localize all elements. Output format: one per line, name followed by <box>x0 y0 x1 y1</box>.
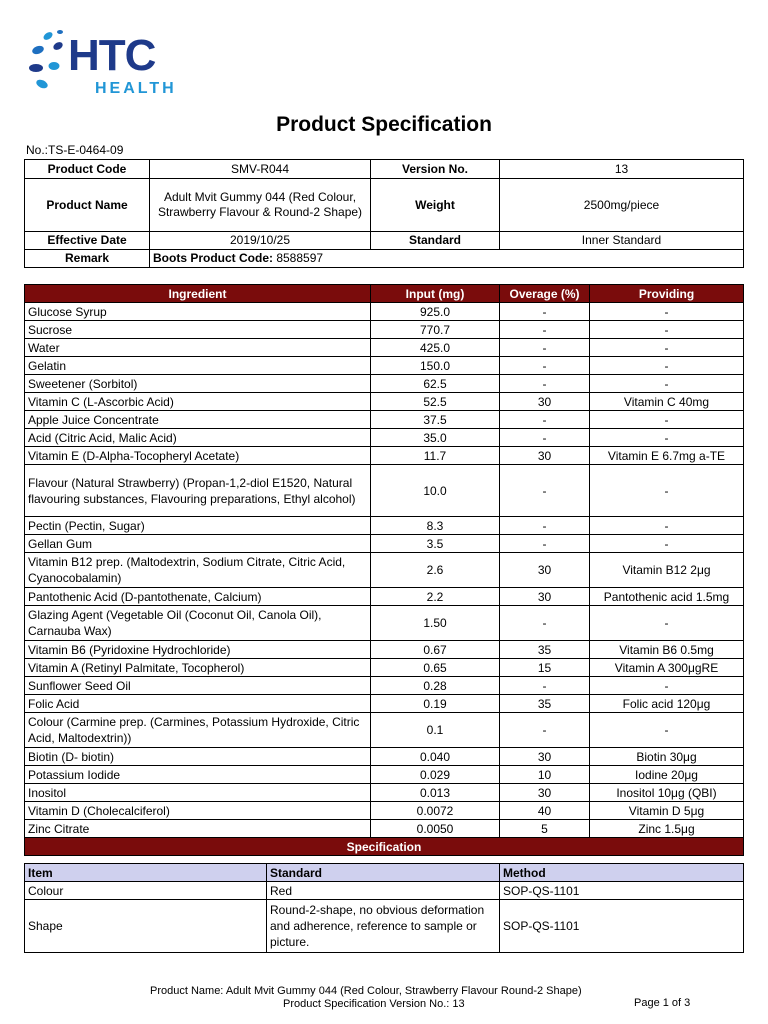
spec-method: SOP-QS-1101 <box>500 882 744 900</box>
ingredient-row <box>25 517 744 535</box>
product-info-table <box>24 159 744 268</box>
product-name-value: Adult Mvit Gummy 044 (Red Colour, Strawberry Flavour & Round-2 Shape) <box>150 179 371 232</box>
header-method: Method <box>500 864 744 882</box>
specification-table <box>24 863 744 953</box>
ingredient-overage: 5 <box>500 820 590 838</box>
ingredient-name: Flavour (Natural Strawberry) (Propan-1,2-diol E1520, Natural flavouring substances, Flavouring preparations, Ethyl alcohol) <box>25 465 371 517</box>
ingredient-input: 37.5 <box>371 411 500 429</box>
ingredient-overage: - <box>500 606 590 641</box>
product-code-value: SMV-R044 <box>150 160 371 179</box>
ingredient-row <box>25 766 744 784</box>
ingredient-providing: - <box>590 517 744 535</box>
version-value: 13 <box>500 160 744 179</box>
ingredient-row <box>25 465 744 517</box>
logo-subtitle: HEALTH <box>95 80 177 97</box>
ingredients-table <box>24 284 744 856</box>
ingredient-row <box>25 713 744 748</box>
ingredient-overage: - <box>500 339 590 357</box>
ingredient-providing: Folic acid 120μg <box>590 695 744 713</box>
ingredient-providing: - <box>590 429 744 447</box>
ingredients-header-row <box>25 285 744 303</box>
header-ingredient: Ingredient <box>25 285 371 303</box>
remark-value-cell <box>150 250 744 268</box>
specification-section-row <box>25 838 744 856</box>
ingredient-row <box>25 429 744 447</box>
ingredient-name: Glucose Syrup <box>25 303 371 321</box>
ingredient-providing: Pantothenic acid 1.5mg <box>590 588 744 606</box>
header-overage: Overage (%) <box>500 285 590 303</box>
ingredient-name: Pectin (Pectin, Sugar) <box>25 517 371 535</box>
ingredient-row <box>25 321 744 339</box>
ingredient-name: Sucrose <box>25 321 371 339</box>
ingredient-providing: - <box>590 606 744 641</box>
ingredient-input: 0.0050 <box>371 820 500 838</box>
ingredient-name: Colour (Carmine prep. (Carmines, Potassium Hydroxide, Citric Acid, Maltodextrin)) <box>25 713 371 748</box>
ingredient-overage: - <box>500 321 590 339</box>
ingredient-input: 8.3 <box>371 517 500 535</box>
ingredient-overage: 10 <box>500 766 590 784</box>
header-input: Input (mg) <box>371 285 500 303</box>
ingredient-providing: - <box>590 339 744 357</box>
ingredient-providing: Inositol 10μg (QBI) <box>590 784 744 802</box>
spec-method: SOP-QS-1101 <box>500 900 744 953</box>
footer-page-number: Page 1 of 3 <box>634 997 691 1009</box>
footer-product-name: Product Name: Adult Mvit Gummy 044 (Red Colour, Strawberry Flavour Round-2 Shape) <box>150 985 582 997</box>
ingredient-providing: - <box>590 411 744 429</box>
specification-body <box>25 882 744 953</box>
ingredient-input: 425.0 <box>371 339 500 357</box>
ingredient-providing: Vitamin A 300μgRE <box>590 659 744 677</box>
version-label: Version No. <box>371 160 500 179</box>
product-code-label: Product Code <box>25 160 150 179</box>
info-row <box>25 232 744 250</box>
ingredient-providing: - <box>590 677 744 695</box>
ingredient-name: Vitamin B6 (Pyridoxine Hydrochloride) <box>25 641 371 659</box>
ingredient-providing: - <box>590 713 744 748</box>
ingredient-name: Water <box>25 339 371 357</box>
effective-date-value: 2019/10/25 <box>150 232 371 250</box>
header-standard: Standard <box>267 864 500 882</box>
ingredient-overage: - <box>500 713 590 748</box>
specification-row <box>25 900 744 953</box>
ingredient-input: 0.1 <box>371 713 500 748</box>
spec-item: Colour <box>25 882 267 900</box>
header-item: Item <box>25 864 267 882</box>
weight-value: 2500mg/piece <box>500 179 744 232</box>
ingredient-overage: 30 <box>500 748 590 766</box>
ingredient-providing: Iodine 20μg <box>590 766 744 784</box>
ingredient-overage: - <box>500 411 590 429</box>
ingredient-name: Gelatin <box>25 357 371 375</box>
ingredient-input: 2.2 <box>371 588 500 606</box>
ingredient-overage: - <box>500 535 590 553</box>
ingredient-row <box>25 393 744 411</box>
ingredient-input: 0.0072 <box>371 802 500 820</box>
ingredient-input: 11.7 <box>371 447 500 465</box>
ingredient-overage: 35 <box>500 641 590 659</box>
ingredient-providing: Vitamin E 6.7mg a-TE <box>590 447 744 465</box>
ingredient-name: Glazing Agent (Vegetable Oil (Coconut Oil, Canola Oil), Carnauba Wax) <box>25 606 371 641</box>
ingredient-row <box>25 695 744 713</box>
ingredient-row <box>25 375 744 393</box>
ingredient-providing: - <box>590 535 744 553</box>
ingredient-row <box>25 553 744 588</box>
ingredient-overage: 30 <box>500 588 590 606</box>
ingredient-input: 3.5 <box>371 535 500 553</box>
ingredient-row <box>25 606 744 641</box>
specification-row <box>25 882 744 900</box>
ingredient-name: Vitamin D (Cholecalciferol) <box>25 802 371 820</box>
spec-header-row <box>25 864 744 882</box>
ingredient-input: 1.50 <box>371 606 500 641</box>
ingredient-row <box>25 303 744 321</box>
ingredient-row <box>25 802 744 820</box>
ingredient-input: 0.19 <box>371 695 500 713</box>
ingredient-input: 0.67 <box>371 641 500 659</box>
ingredient-input: 770.7 <box>371 321 500 339</box>
ingredient-providing: Vitamin D 5μg <box>590 802 744 820</box>
info-row <box>25 160 744 179</box>
ingredient-input: 0.040 <box>371 748 500 766</box>
ingredient-name: Vitamin C (L-Ascorbic Acid) <box>25 393 371 411</box>
ingredient-name: Vitamin B12 prep. (Maltodextrin, Sodium Citrate, Citric Acid, Cyanocobalamin) <box>25 553 371 588</box>
ingredient-name: Vitamin A (Retinyl Palmitate, Tocopherol) <box>25 659 371 677</box>
ingredient-overage: 40 <box>500 802 590 820</box>
ingredient-row <box>25 588 744 606</box>
ingredient-row <box>25 535 744 553</box>
ingredient-name: Apple Juice Concentrate <box>25 411 371 429</box>
ingredient-row <box>25 641 744 659</box>
spec-item: Shape <box>25 900 267 953</box>
ingredient-name: Zinc Citrate <box>25 820 371 838</box>
standard-value: Inner Standard <box>500 232 744 250</box>
ingredient-input: 10.0 <box>371 465 500 517</box>
ingredient-row <box>25 677 744 695</box>
ingredient-input: 0.28 <box>371 677 500 695</box>
ingredient-name: Acid (Citric Acid, Malic Acid) <box>25 429 371 447</box>
ingredient-input: 2.6 <box>371 553 500 588</box>
ingredient-name: Pantothenic Acid (D-pantothenate, Calcium) <box>25 588 371 606</box>
product-name-label: Product Name <box>25 179 150 232</box>
ingredient-providing: - <box>590 375 744 393</box>
ingredient-name: Gellan Gum <box>25 535 371 553</box>
ingredient-input: 0.65 <box>371 659 500 677</box>
ingredient-row <box>25 339 744 357</box>
ingredient-providing: - <box>590 357 744 375</box>
ingredient-overage: - <box>500 517 590 535</box>
ingredient-overage: - <box>500 357 590 375</box>
ingredient-providing: Vitamin B6 0.5mg <box>590 641 744 659</box>
ingredient-input: 35.0 <box>371 429 500 447</box>
remark-label: Remark <box>25 250 150 268</box>
ingredient-input: 150.0 <box>371 357 500 375</box>
ingredient-name: Folic Acid <box>25 695 371 713</box>
ingredient-name: Biotin (D- biotin) <box>25 748 371 766</box>
remark-value: 8588597 <box>273 251 324 265</box>
ingredient-overage: - <box>500 429 590 447</box>
ingredient-row <box>25 357 744 375</box>
ingredient-overage: - <box>500 375 590 393</box>
ingredient-name: Potassium Iodide <box>25 766 371 784</box>
footer-version: Product Specification Version No.: 13 <box>283 998 465 1010</box>
ingredient-row <box>25 820 744 838</box>
standard-label: Standard <box>371 232 500 250</box>
ingredient-providing: Vitamin C 40mg <box>590 393 744 411</box>
effective-date-label: Effective Date <box>25 232 150 250</box>
spec-standard: Red <box>267 882 500 900</box>
ingredient-overage: 30 <box>500 784 590 802</box>
ingredient-providing: Zinc 1.5μg <box>590 820 744 838</box>
ingredient-row <box>25 411 744 429</box>
document-title: Product Specification <box>276 113 492 136</box>
ingredient-overage: 35 <box>500 695 590 713</box>
header-providing: Providing <box>590 285 744 303</box>
ingredient-row <box>25 659 744 677</box>
logo-name: HTC <box>68 31 156 80</box>
ingredient-row <box>25 748 744 766</box>
ingredient-providing: - <box>590 303 744 321</box>
ingredient-name: Sunflower Seed Oil <box>25 677 371 695</box>
ingredient-overage: 15 <box>500 659 590 677</box>
ingredients-body <box>25 303 744 856</box>
ingredient-providing: - <box>590 321 744 339</box>
ingredient-overage: - <box>500 303 590 321</box>
ingredient-overage: - <box>500 465 590 517</box>
info-row <box>25 179 744 232</box>
ingredient-input: 925.0 <box>371 303 500 321</box>
ingredient-overage: 30 <box>500 553 590 588</box>
ingredient-overage: 30 <box>500 393 590 411</box>
remark-key: Boots Product Code: <box>153 251 273 265</box>
specification-section-title: Specification <box>25 838 744 856</box>
ingredient-input: 0.013 <box>371 784 500 802</box>
ingredient-name: Vitamin E (D-Alpha-Tocopheryl Acetate) <box>25 447 371 465</box>
document-number: No.:TS-E-0464-09 <box>26 143 124 157</box>
ingredient-overage: 30 <box>500 447 590 465</box>
ingredient-input: 62.5 <box>371 375 500 393</box>
info-row <box>25 250 744 268</box>
weight-label: Weight <box>371 179 500 232</box>
ingredient-input: 52.5 <box>371 393 500 411</box>
ingredient-name: Inositol <box>25 784 371 802</box>
ingredient-providing: Vitamin B12 2μg <box>590 553 744 588</box>
ingredient-input: 0.029 <box>371 766 500 784</box>
ingredient-row <box>25 784 744 802</box>
ingredient-providing: Biotin 30μg <box>590 748 744 766</box>
ingredient-row <box>25 447 744 465</box>
ingredient-providing: - <box>590 465 744 517</box>
ingredient-overage: - <box>500 677 590 695</box>
company-logo <box>28 22 188 102</box>
ingredient-name: Sweetener (Sorbitol) <box>25 375 371 393</box>
spec-standard: Round-2-shape, no obvious deformation and adherence, reference to sample or picture. <box>267 900 500 953</box>
